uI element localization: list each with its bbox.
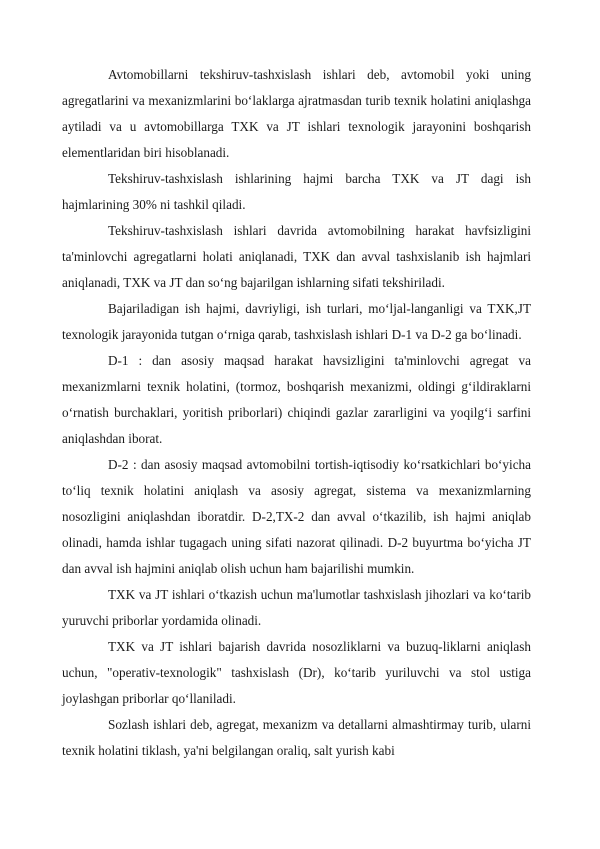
paragraph-diagnostics-types: Bajariladigan ish hajmi, davriyligi, ish turlari, mo‘ljal-langanligi va TXK,JT texnologik jarayonida tutgan o‘rniga qarab, tashxislash ishlari D-1 va D-2 ga bo‘linadi. [62,301,531,342]
paragraph-d1: D-1 : dan asosiy maqsad harakat havsizligini ta'minlovchi agregat va mexanizmlarni texnik holatini, (tormoz, boshqarish mexanizmi, oldingi g‘ildiraklarni o‘rnatish burchaklari, yoritish priborlari) chiqindi gazlar zararligini va yoqilg‘i sarfini aniqlashdan iborat. [62,353,531,446]
paragraph-adjustment: Sozlash ishlari deb, agregat, mexanizm va detallarni almashtirmay turib, ularni texnik holatini tiklash, ya'ni belgilangan oraliq, salt yurish kabi [62,717,531,758]
paragraph-diagnostics-share: Tekshiruv-tashxislash ishlarining hajmi barcha TXK va JT dagi ish hajmlarining 30% ni tashkil qiladi. [62,171,531,212]
document-page [62,62,531,764]
paragraph-operative-diagnostics: TXK va JT ishlari bajarish davrida nosozliklarni va buzuq-liklarni aniqlash uchun, "operativ-texnologik" tashxislash (Dr), ko‘tarib yuriluvchi va stol ustiga joylashgan priborlar qo‘llaniladi. [62,639,531,706]
paragraph-d2: D-2 : dan asosiy maqsad avtomobilni tortish-iqtisodiy ko‘rsatkichlari bo‘yicha to‘liq texnik holatini aniqlash va asosiy agregat, sistema va mexanizmlarning nosozligini aniqlashdan iboratdir. D-2,TX-2 dan avval o‘tkazilib, ish hajmi aniqlab olinadi, hamda ishlar tugagach uning sifati nazorat qilinadi. D-2 buyurtma bo‘yicha JT dan avval ish hajmini aniqlab olish uchun ham bajarilishi mumkin. [62,457,531,576]
paragraph-diagnostics-definition: Avtomobillarni tekshiruv-tashxislash ishlari deb, avtomobil yoki uning agregatlarini va mexanizmlarini bo‘laklarga ajratmasdan turib texnik holatini aniqlashga aytiladi va u avtomobillarga TXK va JT ishlari texnologik jarayonini boshqarish elementlaridan biri hisoblanadi. [62,67,531,160]
paragraph-equipment: TXK va JT ishlari o‘tkazish uchun ma'lumotlar tashxislash jihozlari va ko‘tarib yuruvchi priborlar yordamida olinadi. [62,587,531,628]
paragraph-diagnostics-scope: Tekshiruv-tashxislash ishlari davrida avtomobilning harakat havfsizligini ta'minlovchi agregatlarni holati aniqlanadi, TXK dan avval tashxislanib ish hajmlari aniqlanadi, TXK va JT dan so‘ng bajarilgan ishlarning sifati tekshiriladi. [62,223,531,290]
